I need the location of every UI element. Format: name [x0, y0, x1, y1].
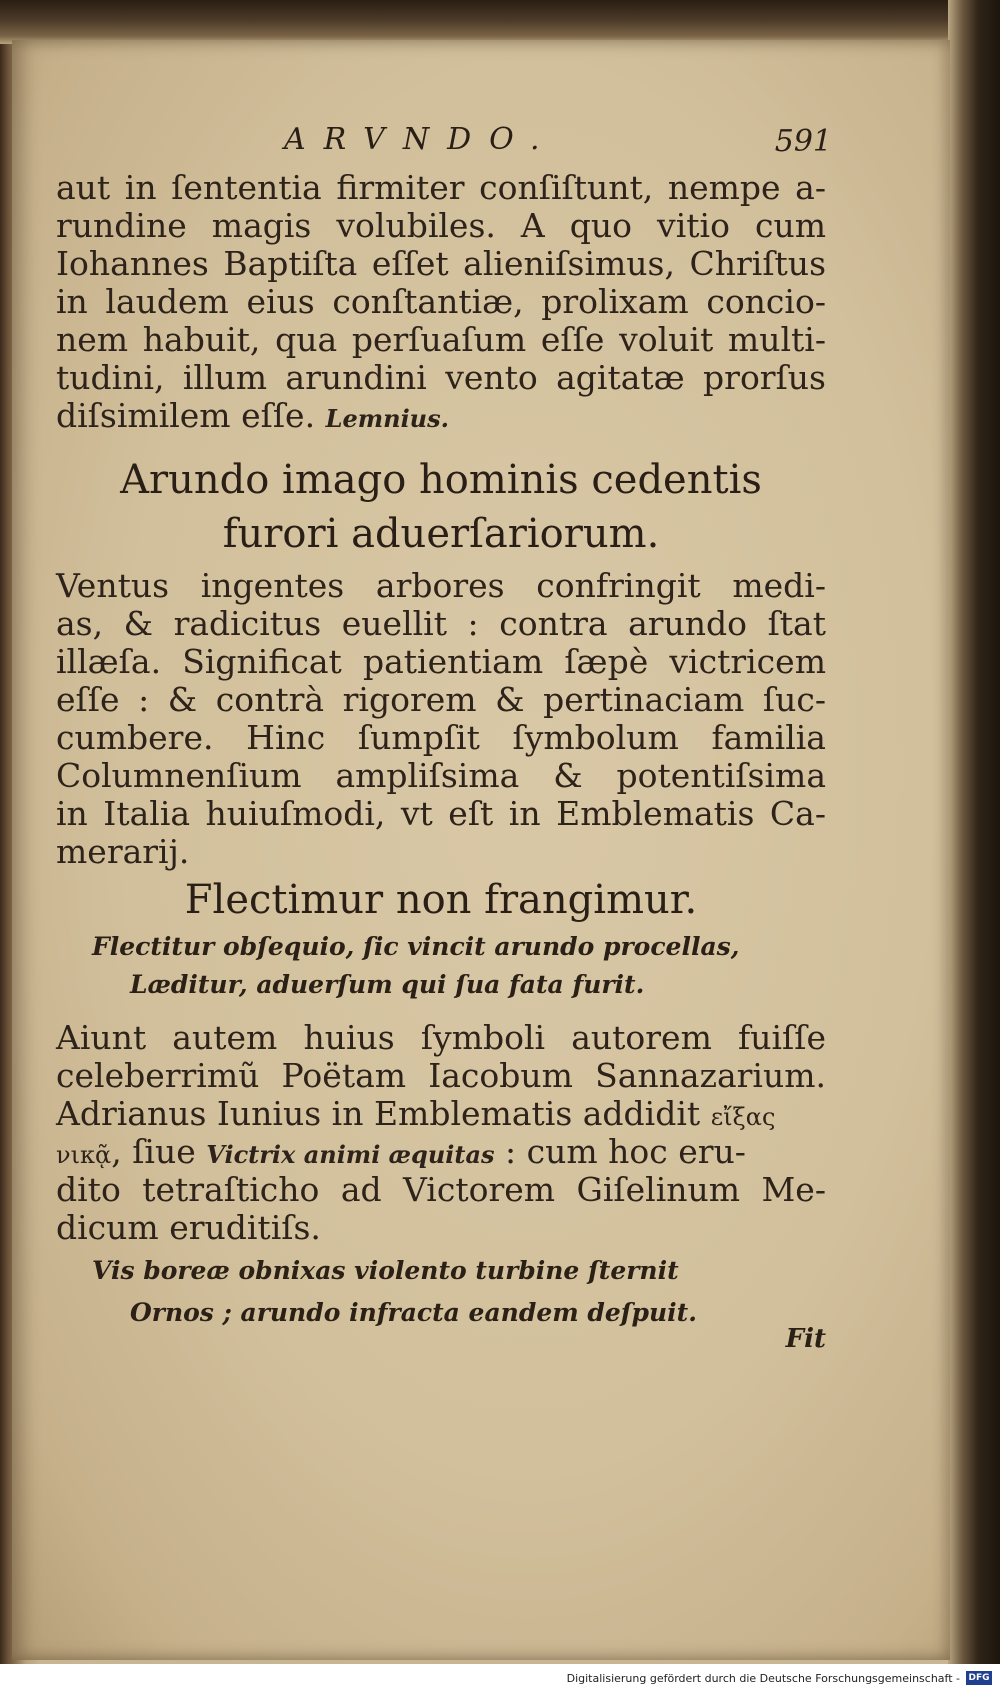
text-line: eſſe : & contrà rigorem & pertinaciam ſuc-	[56, 680, 826, 719]
text-fragment: : cum hoc eru-	[494, 1132, 746, 1171]
motto-heading: Flectimur non frangimur.	[184, 877, 698, 923]
text-line: dicum eruditiſs.	[56, 1208, 321, 1247]
text-line: in Italia huiuſmodi, vt eſt in Emblematis Ca-	[56, 794, 826, 833]
running-title: ARVNDO.	[284, 122, 558, 157]
page-number: 591	[774, 124, 832, 159]
text-line: illæſa. Significat patientiam ſæpè victricem	[56, 642, 826, 681]
scan-top-edge	[0, 0, 1000, 44]
scan-right-edge	[948, 0, 1000, 1664]
section-heading-line: Arundo imago hominis cedentis	[120, 457, 762, 503]
catchword: Fit	[785, 1324, 826, 1354]
text-line: dito tetraſticho ad Victorem Giſelinum Me-	[56, 1170, 826, 1209]
text-fragment: Adrianus Iunius in Emblematis addidit	[56, 1094, 701, 1133]
text-line	[56, 1094, 826, 1137]
greek-word: εἴξας	[710, 1103, 776, 1131]
verse-line: Læditur, aduerſum qui ſua fata furit.	[130, 970, 645, 999]
footer-credit: Digitalisierung gefördert durch die Deutsche Forschungsgemeinschaft -	[566, 1672, 960, 1685]
verse-line: Ornos ; arundo infracta eandem deſpuit.	[130, 1298, 697, 1327]
text-fragment: , ſiue	[111, 1132, 196, 1171]
text-line: Iohannes Baptiſta eſſet alieniſsimus, Chriſtus	[56, 244, 826, 283]
italic-phrase: Victrix animi æquitas	[206, 1140, 495, 1169]
text-line: Ventus ingentes arbores confringit medi-	[56, 566, 826, 605]
text-line: Aiunt autem huius ſymboli autorem fuiſſe	[56, 1018, 826, 1057]
text-line: as, & radicitus euellit : contra arundo ſtat	[56, 604, 826, 643]
text-line: cumbere. Hinc ſumpſit ſymbolum familia	[56, 718, 826, 757]
text-line: in laudem eius conſtantiæ, prolixam concio-	[56, 282, 826, 321]
section-heading-line: furori aduerſariorum.	[222, 511, 660, 557]
text-line: merarij.	[56, 832, 190, 871]
greek-word: νικᾷ	[56, 1141, 112, 1169]
text-line	[56, 396, 826, 439]
dfg-logo: DFG	[966, 1671, 992, 1685]
verse-line: Vis boreæ obnixas violento turbine ſternit	[92, 1256, 679, 1285]
text-line: tudini, illum arundini vento agitatæ prorſus	[56, 358, 826, 397]
text-line: nem habuit, qua perſuaſum eſſe voluit multi-	[56, 320, 826, 359]
running-head	[56, 122, 832, 172]
verse-line: Flectitur obſequio, ſic vincit arundo procellas,	[92, 932, 740, 961]
text-fragment: diſsimilem eſſe.	[56, 396, 316, 435]
footer-bar	[0, 1664, 1000, 1696]
author-citation: Lemnius.	[325, 404, 449, 433]
text-line: Columnenſium ampliſsima & potentiſsima	[56, 756, 826, 795]
text-line: rundine magis volubiles. A quo vitio cum	[56, 206, 826, 245]
text-line: aut in ſententia firmiter conſiſtunt, nempe a-	[56, 168, 826, 207]
text-line	[56, 1132, 826, 1175]
book-page	[12, 40, 950, 1660]
text-line: celeberrimũ Poëtam Iacobum Sannazarium.	[56, 1056, 826, 1095]
